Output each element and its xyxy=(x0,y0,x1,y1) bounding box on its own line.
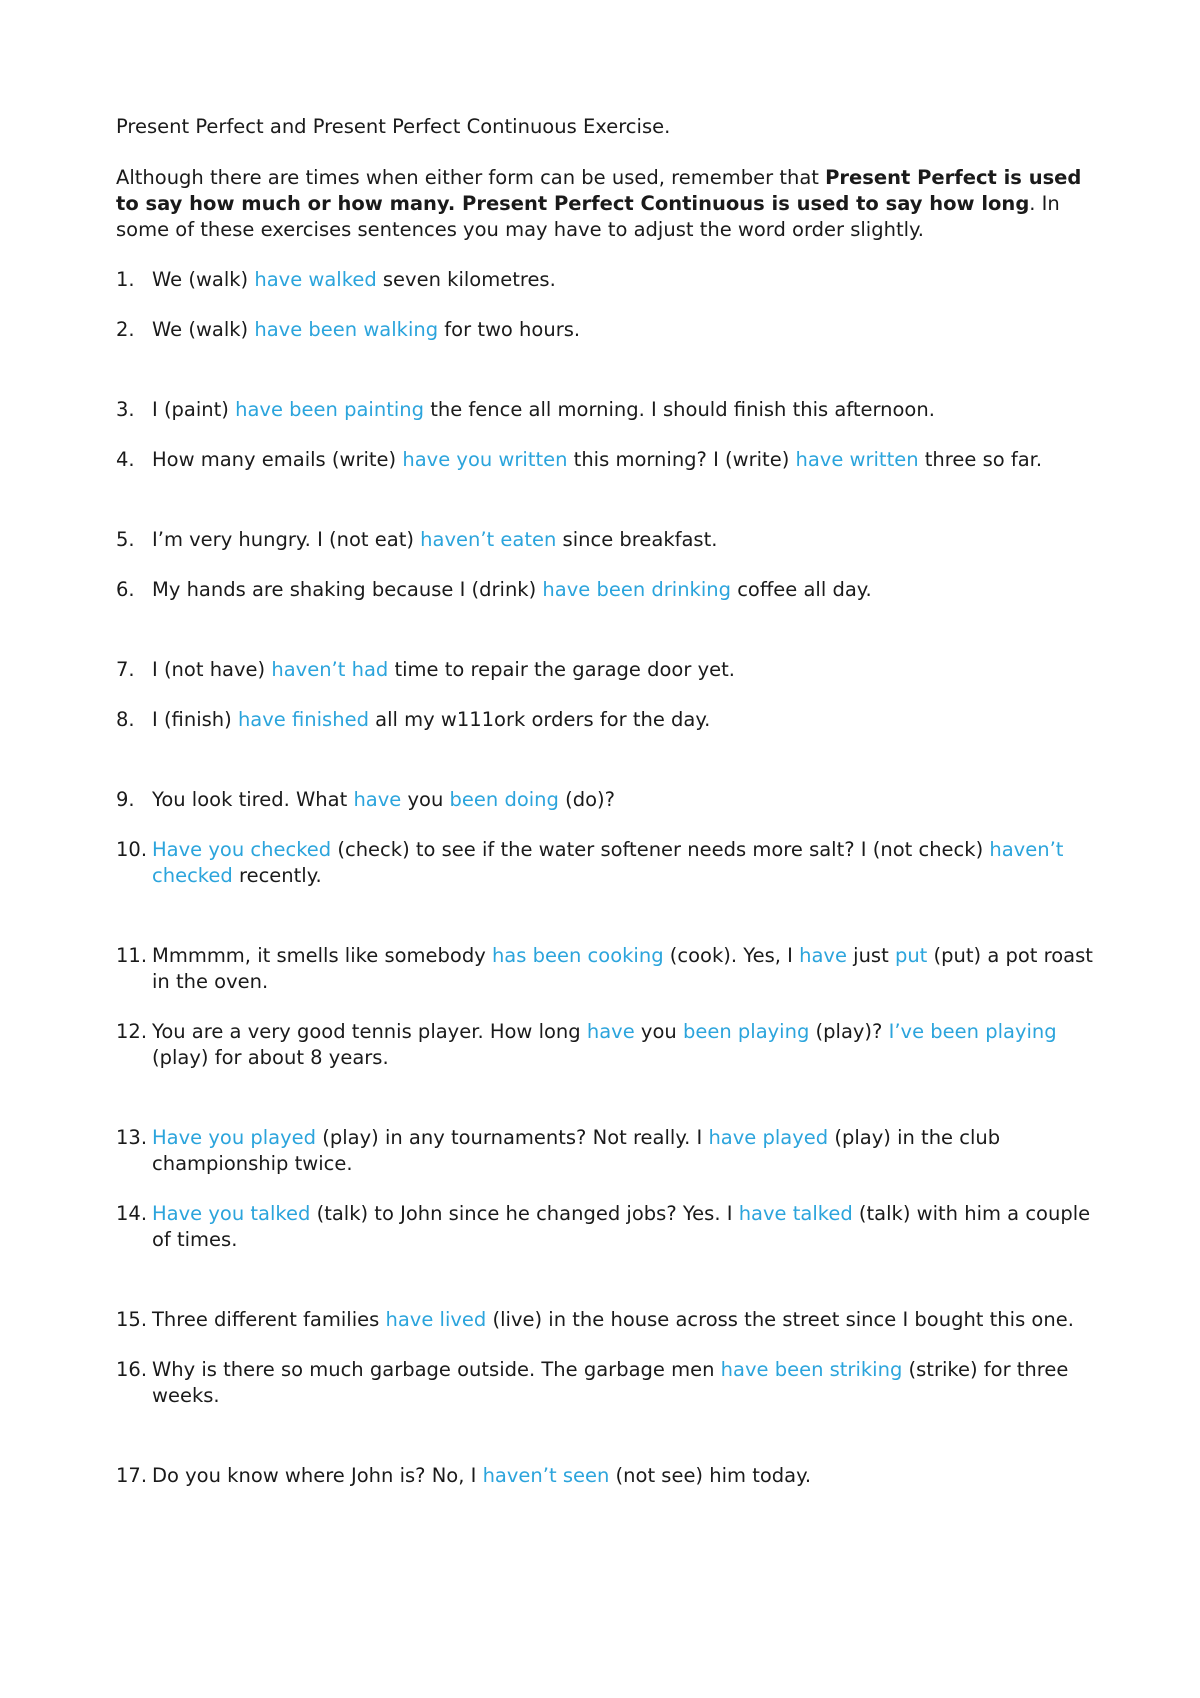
exercise-sentence xyxy=(152,1308,1074,1331)
sentence-text: Three different families xyxy=(152,1308,386,1331)
sentence-text: Mmmmm, it smells like somebody xyxy=(152,944,492,967)
sentence-text: My hands are shaking because I (drink) xyxy=(152,578,543,601)
answer-text: haven’t checked xyxy=(152,838,1064,887)
intro-text: . In some of these exercises sentences you may have to adjust the word order slightly. xyxy=(116,192,1060,241)
exercise-number: 12. xyxy=(116,1020,148,1043)
sentence-text: the fence all morning. I should finish this afternoon. xyxy=(424,398,935,421)
exercise-sentence xyxy=(152,1202,1090,1251)
sentence-text: (play) for about 8 years. xyxy=(152,1046,389,1069)
sentence-text: I (finish) xyxy=(152,708,238,731)
sentence-text: (talk) to John since he changed jobs? Yes. I xyxy=(310,1202,739,1225)
answer-text: Have you xyxy=(152,838,245,861)
exercise-list xyxy=(116,267,1101,1489)
answer-text: have written xyxy=(795,448,919,471)
answer-text: have finished xyxy=(237,708,369,731)
sentence-text: (play) in any tournaments? Not really. I xyxy=(316,1126,709,1149)
exercise-item xyxy=(116,397,1101,423)
answer-text: have played xyxy=(708,1126,829,1149)
exercise-item xyxy=(116,527,1101,553)
intro-text: Although there are times when either form can be used, remember that xyxy=(116,166,826,189)
sentence-text: just xyxy=(846,944,895,967)
exercise-item xyxy=(116,1307,1101,1333)
exercise-item xyxy=(116,837,1101,889)
exercise-sentence xyxy=(152,1126,1000,1175)
exercise-item xyxy=(116,1463,1101,1489)
sentence-text: Why is there so much garbage outside. The garbage men xyxy=(152,1358,721,1381)
exercise-number: 4. xyxy=(116,448,135,471)
answer-text: haven’t had xyxy=(271,658,389,681)
exercise-item xyxy=(116,1357,1101,1409)
exercise-sentence xyxy=(152,1464,811,1487)
exercise-sentence xyxy=(152,448,1042,471)
exercise-sentence xyxy=(152,398,935,421)
exercise-sentence xyxy=(152,528,717,551)
sentence-text: Do you know where John is? No, I xyxy=(152,1464,483,1487)
answer-text: have talked xyxy=(738,1202,853,1225)
exercise-item xyxy=(116,1019,1101,1071)
sentence-text: You are a very good tennis player. How long xyxy=(152,1020,587,1043)
sentence-text: recently. xyxy=(232,864,322,887)
exercise-item xyxy=(116,787,1101,813)
answer-text: have walked xyxy=(254,268,377,291)
sentence-text: all my w111ork orders for the day. xyxy=(368,708,711,731)
answer-text: has been cooking xyxy=(491,944,664,967)
exercise-number: 11. xyxy=(116,944,148,967)
sentence-text: (play)? xyxy=(809,1020,889,1043)
answer-text: have been painting xyxy=(235,398,425,421)
exercise-number: 14. xyxy=(116,1202,148,1225)
exercise-item xyxy=(116,577,1101,603)
exercise-sentence xyxy=(152,268,556,291)
answer-text: I’ve been playing xyxy=(888,1020,1057,1043)
sentence-text: you xyxy=(401,788,450,811)
exercise-item xyxy=(116,267,1101,293)
exercise-number: 2. xyxy=(116,318,135,341)
sentence-text: (play) in the club championship twice. xyxy=(152,1126,1001,1175)
exercise-sentence xyxy=(152,318,580,341)
answer-text: talked xyxy=(250,1202,311,1225)
sentence-text: (put) a pot roast in the oven. xyxy=(152,944,1093,993)
exercise-item xyxy=(116,1201,1101,1253)
sentence-text: since breakfast. xyxy=(556,528,718,551)
sentence-text: I (paint) xyxy=(152,398,236,421)
exercise-number: 9. xyxy=(116,788,135,811)
exercise-number: 6. xyxy=(116,578,135,601)
document-title: Present Perfect and Present Perfect Continuous Exercise. xyxy=(116,115,671,138)
exercise-item xyxy=(116,1125,1101,1177)
answer-text: played xyxy=(250,1126,317,1149)
exercise-item xyxy=(116,657,1101,683)
answer-text: have been drinking xyxy=(542,578,731,601)
answer-text: checked xyxy=(250,838,332,861)
sentence-text: We (walk) xyxy=(152,318,255,341)
exercise-sentence xyxy=(152,944,1093,993)
exercise-item xyxy=(116,317,1101,343)
sentence-text: (do)? xyxy=(558,788,616,811)
exercise-number: 15. xyxy=(116,1308,148,1331)
answer-text: Have you xyxy=(152,1202,245,1225)
exercise-sentence xyxy=(152,578,872,601)
answer-text: been doing xyxy=(449,788,559,811)
exercise-item xyxy=(116,707,1101,733)
sentence-text: time to repair the garage door yet. xyxy=(388,658,735,681)
exercise-number: 13. xyxy=(116,1126,148,1149)
sentence-text: How many emails (write) xyxy=(152,448,403,471)
answer-text: have xyxy=(799,944,847,967)
sentence-text: (talk) with him a couple of times. xyxy=(152,1202,1091,1251)
intro-bold-text: Present Perfect is used to say how much or how many. Present Perfect Continuous is used to say how long xyxy=(116,166,1082,215)
exercise-sentence xyxy=(152,708,710,731)
sentence-text: I (not have) xyxy=(152,658,272,681)
sentence-text: seven kilometres. xyxy=(376,268,556,291)
sentence-text: (check) to see if the water softener needs more salt? I (not check) xyxy=(331,838,990,861)
answer-text: have you written xyxy=(402,448,568,471)
answer-text: have xyxy=(353,788,402,811)
sentence-text: I’m very hungry. I (not eat) xyxy=(152,528,421,551)
exercise-item xyxy=(116,447,1101,473)
answer-text: put xyxy=(894,944,928,967)
exercise-number: 5. xyxy=(116,528,135,551)
exercise-sentence xyxy=(152,1358,1068,1407)
sentence-text: We (walk) xyxy=(152,268,255,291)
exercise-sentence xyxy=(152,658,735,681)
answer-text: been playing xyxy=(682,1020,810,1043)
intro-paragraph xyxy=(116,165,1101,243)
answer-text: haven’t seen xyxy=(482,1464,610,1487)
sentence-text: (live) in the house across the street since I bought this one. xyxy=(486,1308,1074,1331)
sentence-text: coffee all day. xyxy=(731,578,872,601)
sentence-text: you xyxy=(634,1020,683,1043)
exercise-sentence xyxy=(152,838,1063,887)
sentence-text: You look tired. What xyxy=(152,788,354,811)
sentence-text: three so far. xyxy=(918,448,1043,471)
exercise-number: 16. xyxy=(116,1358,148,1381)
exercise-number: 7. xyxy=(116,658,135,681)
exercise-number: 17. xyxy=(116,1464,148,1487)
sentence-text: (not see) him today. xyxy=(609,1464,812,1487)
exercise-number: 1. xyxy=(116,268,135,291)
exercise-number: 10. xyxy=(116,838,148,861)
sentence-text: (cook). Yes, I xyxy=(663,944,800,967)
document-page xyxy=(116,114,1101,1513)
sentence-text: (strike) for three weeks. xyxy=(152,1358,1069,1407)
exercise-item xyxy=(116,943,1101,995)
exercise-number: 8. xyxy=(116,708,135,731)
exercise-sentence xyxy=(152,788,615,811)
sentence-text: for two hours. xyxy=(438,318,581,341)
exercise-sentence xyxy=(152,1020,1057,1069)
answer-text: have xyxy=(586,1020,635,1043)
sentence-text: this morning? I (write) xyxy=(567,448,796,471)
answer-text: Have you xyxy=(152,1126,245,1149)
answer-text: have been walking xyxy=(254,318,439,341)
answer-text: haven’t eaten xyxy=(420,528,557,551)
answer-text: have been striking xyxy=(720,1358,903,1381)
answer-text: have lived xyxy=(385,1308,487,1331)
exercise-number: 3. xyxy=(116,398,135,421)
